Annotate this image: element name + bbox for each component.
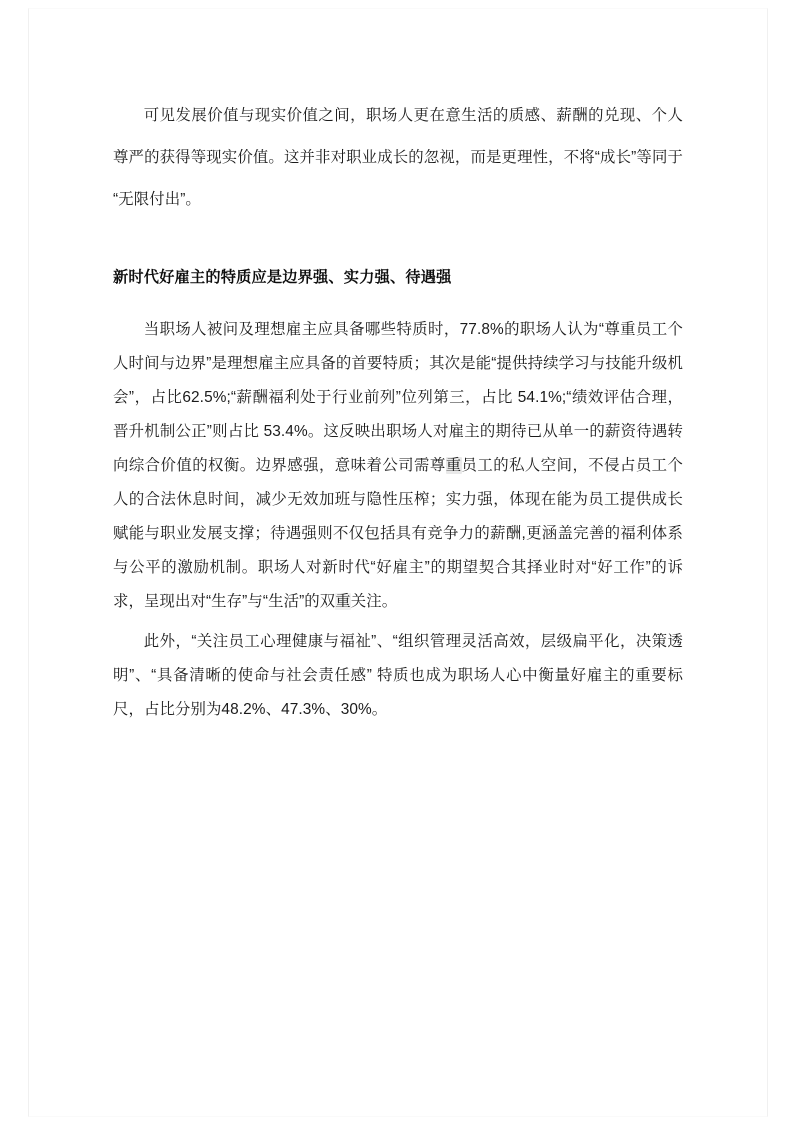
scan-smudge-glyph-a: 重 bbox=[445, 457, 462, 474]
spacer-after-heading bbox=[113, 291, 683, 313]
paragraph-text-segment-c: 关注。 bbox=[350, 593, 398, 610]
section-heading-good-employer-traits: 新时代好雇主的特质应是边界强、实力强、待遇强 bbox=[113, 269, 452, 286]
spacer-after-paragraph-1 bbox=[113, 221, 683, 265]
paragraph-text-segment-a: 当职场人被问及理想雇主应具备哪些特质时，77.8%的职场人认为“尊重员工个人时间与边界”是理想雇主应具备的首要特质；其次是能“提供持续学习与技能升级机会”，占比62.5%;“薪酬福利处于行业前列”位列第三，占比 54.1%;“绩效评估合理，晋升机制公正”则占比 53.4%。这反映出职场人对雇主的期待已从单一的薪资待遇转向综合价值的权衡。边界感强，意味着公司需尊 bbox=[113, 321, 683, 474]
paragraph-text-segment-b: 员工的私人空间，不侵占员工个人的合法休息时间，减少无效加班与隐性压榨；实力强，体现在能为员工提供成长赋能与职业发展支撑；待遇强则不仅包括具有竞争力的薪酬,更涵盖完善的福利体系与公平的激励机制。职场人对新时代“好雇主”的期望契合其择业时对“好工作”的诉求，呈现出对“生存”与“生活”的双 bbox=[113, 457, 683, 610]
paragraph-additional-traits bbox=[113, 625, 683, 727]
paragraph-ideal-employer-traits bbox=[113, 313, 683, 619]
document-body bbox=[113, 95, 683, 727]
paragraph-3-text: 此外，“关注员工心理健康与福祉”、“组织管理灵活高效，层级扁平化，决策透明”、“具备清晰的使命与社会责任感” 特质也成为职场人心中衡量好雇主的重要标尺，占比分别为48.2%、47.3%、30%。 bbox=[113, 633, 683, 718]
paragraph-development-vs-reality-value: 可见发展价值与现实价值之间，职场人更在意生活的质感、薪酬的兑现、个人尊严的获得等现实价值。这并非对职业成长的忽视，而是更理性，不将“成长”等同于“无限付出”。 bbox=[113, 107, 683, 208]
scan-smudge-glyph-b: 重 bbox=[335, 593, 351, 610]
